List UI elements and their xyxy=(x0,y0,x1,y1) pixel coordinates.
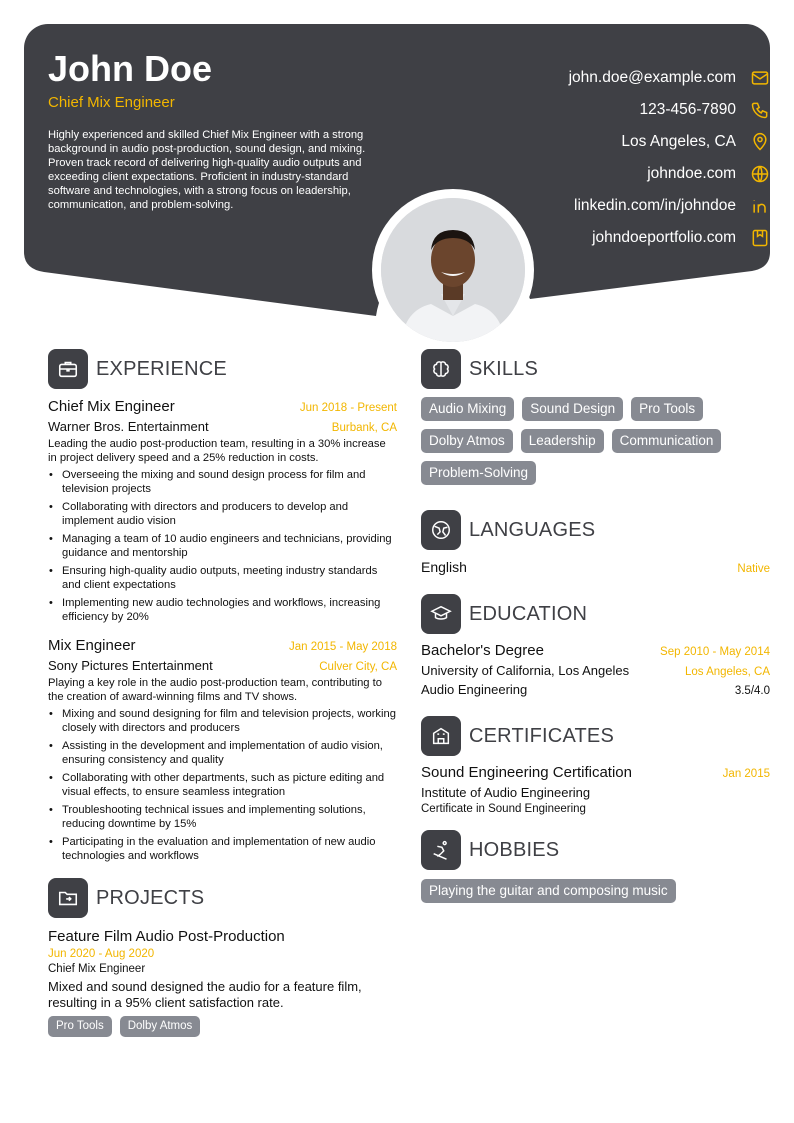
project-tags xyxy=(48,1016,397,1045)
project-item xyxy=(48,928,397,1045)
contact-phone[interactable] xyxy=(410,94,770,126)
left-column xyxy=(48,348,397,1045)
skill-tag: Communication xyxy=(612,429,722,453)
translate-icon xyxy=(421,510,461,550)
projects-heading: PROJECTS xyxy=(96,886,205,909)
graduation-cap-icon xyxy=(421,594,461,634)
certificates-heading: CERTIFICATES xyxy=(469,724,615,747)
project-title: Feature Film Audio Post-Production xyxy=(48,928,285,945)
skills-section-header xyxy=(421,348,770,390)
job-bullet: • Assisting in the development and implementation of audio vision, ensuring consistency and quality xyxy=(62,739,397,767)
job-bullet: • Collaborating with directors and producers to develop and implement audio vision xyxy=(62,500,397,528)
certificates-section-header xyxy=(421,715,770,757)
language-item xyxy=(421,559,770,575)
experience-heading: EXPERIENCE xyxy=(96,357,227,380)
skill-tag: Sound Design xyxy=(522,397,623,421)
profile-summary: Highly experienced and skilled Chief Mix Engineer with a strong background in audio post-production, sound design, and mixing. Proven track record of delivering high-quality audio outputs and exceeding client expectations. Proficient in industry-standard software and technologies, with a strong focus on leadership, communication, and problem-solving. xyxy=(48,129,366,211)
right-column xyxy=(421,348,770,911)
language-level: Native xyxy=(737,563,770,575)
skill-tag: Dolby Atmos xyxy=(421,429,513,453)
project-description: Mixed and sound designed the audio for a feature film, resulting in a 95% client satisfaction rate. xyxy=(48,979,362,1010)
degree: Bachelor's Degree xyxy=(421,642,544,659)
contact-location xyxy=(410,126,770,158)
contact-email[interactable] xyxy=(410,62,770,94)
contact-location-text: Los Angeles, CA xyxy=(621,133,736,150)
contact-website-text: johndoe.com xyxy=(647,165,736,182)
job-bullets xyxy=(48,707,397,863)
job-description: Playing a key role in the audio post-production team, contributing to the creation of award-winning films and TV shows. xyxy=(48,677,382,703)
briefcase-icon xyxy=(48,349,88,389)
job-bullet: • Overseeing the mixing and sound design process for film and television projects xyxy=(62,468,397,496)
job-description: Leading the audio post-production team, resulting in a 30% increase in project delivery speed and a 25% reduction in costs. xyxy=(48,438,386,464)
folder-icon xyxy=(48,878,88,918)
location-pin-icon xyxy=(750,132,770,152)
projects-section-header xyxy=(48,877,397,919)
bookmark-icon xyxy=(750,228,770,248)
job-bullet: • Collaborating with other departments, such as picture editing and visual effects, to ensure seamless integration xyxy=(62,771,397,799)
education-heading: EDUCATION xyxy=(469,602,588,625)
company-name: Warner Bros. Entertainment xyxy=(48,419,209,434)
skier-icon xyxy=(421,830,461,870)
contact-email-text: john.doe@example.com xyxy=(568,69,736,86)
languages-section-header xyxy=(421,509,770,551)
education-date: Sep 2010 - May 2014 xyxy=(660,646,770,658)
job-title: Mix Engineer xyxy=(48,637,136,654)
school-name: University of California, Los Angeles xyxy=(421,663,630,678)
contact-website[interactable] xyxy=(410,158,770,190)
job-bullets xyxy=(48,468,397,624)
job-bullet: • Managing a team of 10 audio engineers and technicians, providing guidance and mentorship xyxy=(62,532,397,560)
certificate-title: Sound Engineering Certification xyxy=(421,764,632,781)
job-date: Jun 2018 - Present xyxy=(299,402,397,414)
job-bullet: • Participating in the evaluation and implementation of new audio technologies and workflows xyxy=(62,835,397,863)
header-intro xyxy=(48,50,370,212)
gpa: 3.5/4.0 xyxy=(734,685,770,697)
skill-tag: Pro Tools xyxy=(631,397,703,421)
certificate-detail: Certificate in Sound Engineering xyxy=(421,803,586,815)
hobbies-heading: HOBBIES xyxy=(469,838,560,861)
contact-phone-text: 123-456-7890 xyxy=(639,101,736,118)
profile-photo-frame xyxy=(372,189,534,351)
institution-icon xyxy=(421,716,461,756)
contact-portfolio-text: johndoeportfolio.com xyxy=(592,229,736,246)
candidate-title: Chief Mix Engineer xyxy=(48,94,175,111)
skill-tag: Leadership xyxy=(521,429,604,453)
mail-icon xyxy=(750,68,770,88)
education-section-header xyxy=(421,593,770,635)
job-title: Chief Mix Engineer xyxy=(48,398,175,415)
project-date: Jun 2020 - Aug 2020 xyxy=(48,948,155,960)
job-bullet: • Mixing and sound designing for film and television projects, working closely with directors and producers xyxy=(62,707,397,735)
project-tag: Pro Tools xyxy=(48,1016,112,1037)
project-role: Chief Mix Engineer xyxy=(48,963,146,975)
candidate-name: John Doe xyxy=(48,48,213,89)
linkedin-icon xyxy=(750,196,770,216)
skill-tag: Audio Mixing xyxy=(421,397,514,421)
languages-heading: LANGUAGES xyxy=(469,518,596,541)
skills-list xyxy=(421,397,770,493)
hobbies-section-header xyxy=(421,829,770,871)
contact-linkedin-text: linkedin.com/in/johndoe xyxy=(574,197,736,214)
globe-icon xyxy=(750,164,770,184)
job-location: Burbank, CA xyxy=(331,422,397,434)
hobby-tag: Playing the guitar and composing music xyxy=(421,879,676,903)
language-name: English xyxy=(421,559,467,575)
experience-item xyxy=(48,637,397,863)
certificate-issuer: Institute of Audio Engineering xyxy=(421,785,591,800)
job-location: Culver City, CA xyxy=(319,661,397,673)
company-name: Sony Pictures Entertainment xyxy=(48,658,213,673)
skill-tag: Problem-Solving xyxy=(421,461,536,485)
job-bullet: • Troubleshooting technical issues and implementing solutions, reducing downtime by 15% xyxy=(62,803,397,831)
education-item xyxy=(421,642,770,697)
phone-icon xyxy=(750,100,770,120)
experience-section-header xyxy=(48,348,397,390)
brain-icon xyxy=(421,349,461,389)
school-location: Los Angeles, CA xyxy=(684,666,770,678)
job-bullet: • Implementing new audio technologies and workflows, increasing efficiency by 20% xyxy=(62,596,397,624)
certificate-date: Jan 2015 xyxy=(722,768,770,780)
project-tag: Dolby Atmos xyxy=(120,1016,201,1037)
hobbies-list xyxy=(421,879,770,911)
skills-heading: SKILLS xyxy=(469,357,539,380)
experience-item xyxy=(48,398,397,624)
job-bullet: • Ensuring high-quality audio outputs, meeting industry standards and client expectations xyxy=(62,564,397,592)
certificate-item xyxy=(421,764,770,815)
field-of-study: Audio Engineering xyxy=(421,682,528,697)
job-date: Jan 2015 - May 2018 xyxy=(288,641,397,653)
profile-photo xyxy=(381,198,525,342)
